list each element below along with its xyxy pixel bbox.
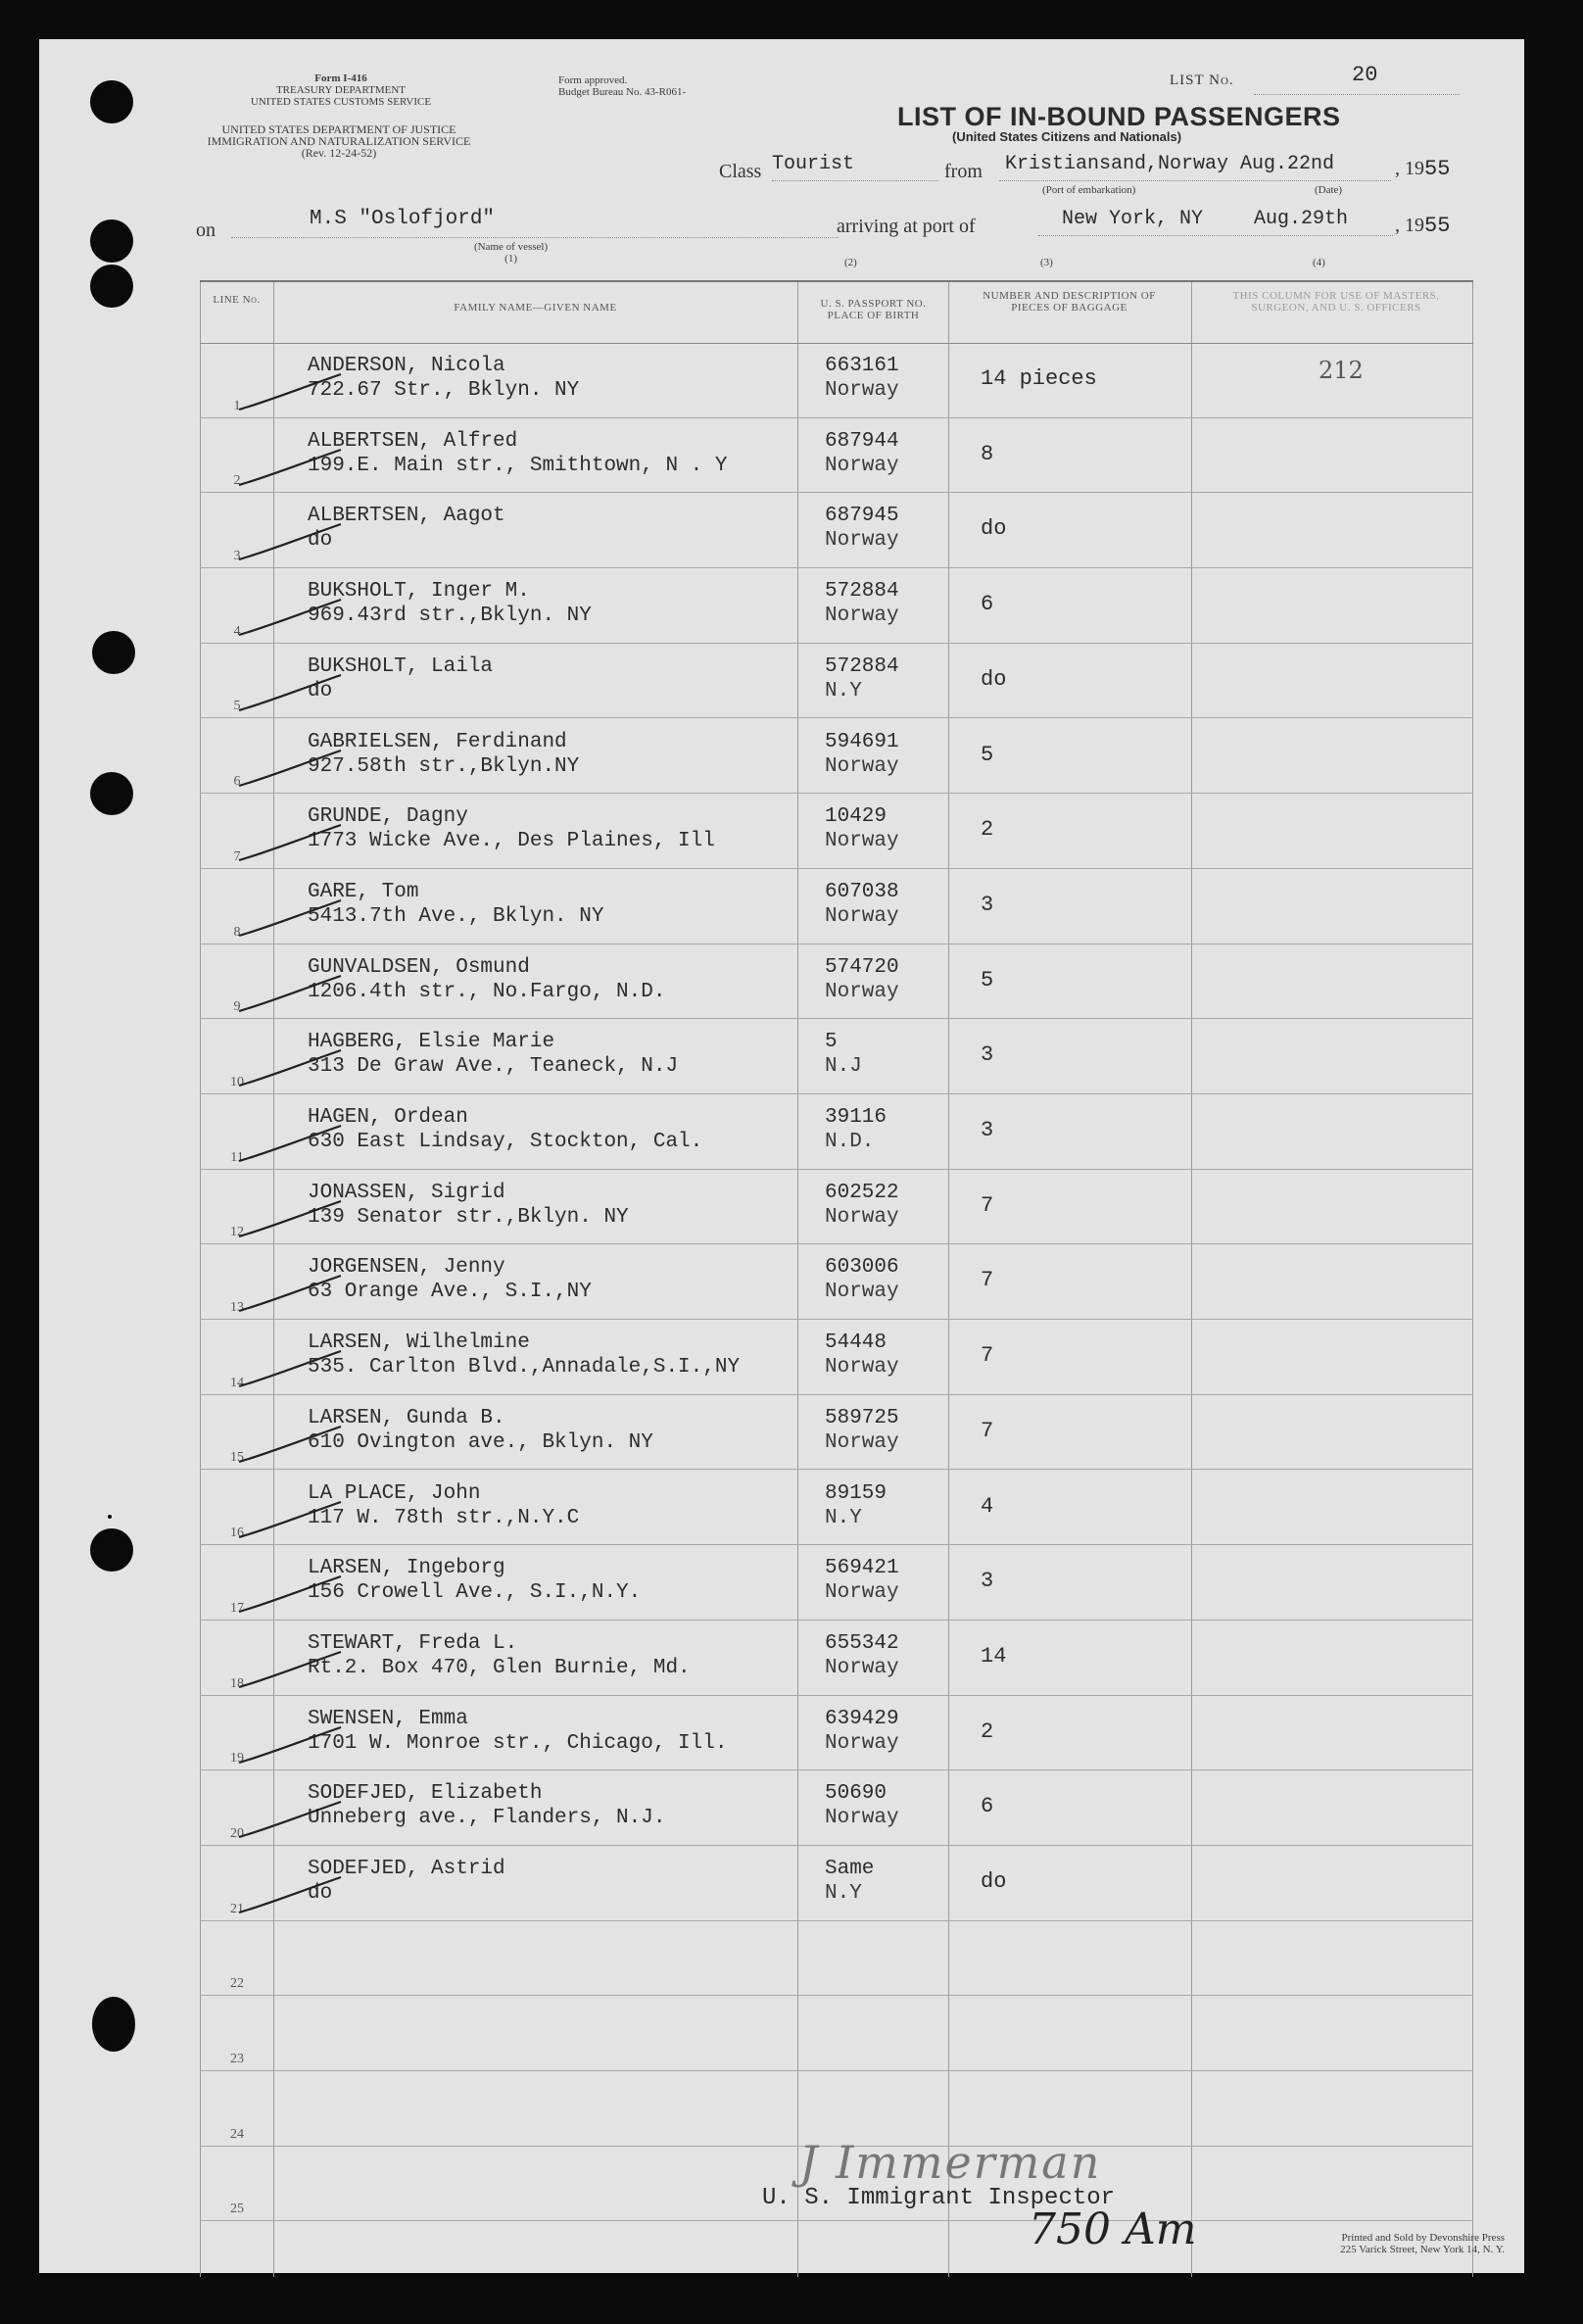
passenger-address: 63 Orange Ave., S.I.,NY [308,1281,592,1304]
passenger-name: SODEFJED, Astrid [308,1858,505,1880]
table-row [200,1094,1473,1170]
passport-number: 5 [825,1031,838,1054]
col2-caption: (2) [844,257,857,268]
header-name: FAMILY NAME—GIVEN NAME [454,302,617,314]
line-number: 8 [233,924,241,940]
check-mark [237,1425,345,1464]
passport-number: 603006 [825,1256,899,1280]
baggage-count: 7 [981,1343,994,1369]
port-embarkation-caption: (Port of embarkation) [1042,184,1136,196]
table-row [200,1921,1473,1997]
line-number: 17 [230,1600,244,1616]
binder-hole [92,1997,135,2052]
baggage-count: 3 [981,1042,994,1068]
baggage-count: do [981,1869,1007,1894]
passport-number: 639429 [825,1707,899,1730]
baggage-count: 4 [981,1493,994,1519]
passenger-address: 610 Ovington ave., Bklyn. NY [308,1430,653,1454]
table-row [200,944,1473,1020]
baggage-count: 3 [981,892,994,917]
class-rule [772,180,938,181]
col1-caption: (1) [504,253,517,265]
justice-dept: UNITED STATES DEPARTMENT OF JUSTICE [221,122,456,136]
passport-number: 574720 [825,955,899,979]
col4-caption: (4) [1313,257,1325,268]
binder-hole [92,631,135,674]
check-mark [237,372,345,412]
line-number: 6 [233,774,241,790]
check-mark [237,1725,345,1765]
place-of-birth: Norway [825,1807,899,1830]
passenger-address: do [308,529,333,553]
passenger-name: JONASSEN, Sigrid [308,1181,505,1204]
form-approved: Form approved. [558,74,628,86]
place-of-birth: Norway [825,1430,899,1454]
passport-number: 572884 [825,654,899,678]
passenger-name: SODEFJED, Elizabeth [308,1782,543,1806]
table-row [200,1244,1473,1320]
table-row [200,1770,1473,1846]
passenger-name: GARE, Tom [308,880,419,903]
passenger-name: BUKSHOLT, Laila [308,654,494,678]
passenger-name: LARSEN, Gunda B. [308,1406,505,1429]
table-row [200,418,1473,494]
handwritten-time: 750 Am [1029,2204,1197,2254]
table-row [200,1019,1473,1094]
baggage-count: 3 [981,1569,994,1594]
passenger-name: STEWART, Freda L. [308,1631,518,1655]
place-of-birth: N.Y [825,1506,862,1529]
line-number: 25 [230,2202,244,2217]
baggage-count: 14 [981,1643,1007,1669]
passenger-name: HAGBERG, Elsie Marie [308,1031,555,1054]
check-mark [237,974,345,1013]
check-mark [237,1800,345,1839]
passenger-name: LA PLACE, John [308,1481,481,1505]
year-prefix-2: , 19 [1395,215,1424,236]
check-mark [237,1349,345,1388]
place-of-birth: N.Y [825,679,862,702]
check-mark [237,1048,345,1088]
inspector-signature: J Immerman [799,2136,1102,2189]
passport-number: 569421 [825,1557,899,1580]
line-number: 7 [233,848,241,864]
passenger-name: GRUNDE, Dagny [308,805,468,829]
passenger-name: GUNVALDSEN, Osmund [308,955,530,979]
row-divider [200,2220,1473,2221]
baggage-count: 2 [981,817,994,843]
passenger-address: 1773 Wicke Ave., Des Plaines, Ill [308,830,715,853]
line-number: 22 [230,1976,244,1992]
place-of-birth: Norway [825,529,899,553]
form-subtitle: (United States Citizens and Nationals) [952,129,1182,144]
col3-caption: (3) [1040,257,1053,268]
passenger-list-form [39,39,1524,2273]
passenger-table [200,280,1473,2277]
vessel-caption: (Name of vessel) [474,241,549,253]
line-number: 15 [230,1450,244,1466]
from-label: from [944,161,983,182]
table-row [200,644,1473,719]
baggage-count: 7 [981,1418,994,1443]
place-of-birth: Norway [825,904,899,928]
check-mark [237,673,345,712]
table-row [200,1320,1473,1395]
place-of-birth: Norway [825,454,899,477]
check-mark [237,1274,345,1313]
passenger-address: 139 Senator str.,Bklyn. NY [308,1205,629,1229]
passenger-address: 199.E. Main str., Smithtown, N . Y [308,454,728,477]
binder-hole [90,1528,133,1572]
line-number: 2 [233,473,241,489]
line-number: 9 [233,999,241,1015]
baggage-count: 8 [981,441,994,466]
line-number: 4 [233,623,241,639]
from-value: Kristiansand,Norway Aug.22nd [1005,153,1335,175]
line-number: 5 [233,699,241,714]
check-mark [237,598,345,637]
check-mark [237,898,345,938]
list-no-rule [1254,94,1460,95]
table-row [200,719,1473,795]
line-number: 21 [230,1901,244,1916]
passenger-name: GABRIELSEN, Ferdinand [308,730,567,753]
budget-bureau: Budget Bureau No. 43-R061- [558,86,687,98]
passenger-address: 722.67 Str., Bklyn. NY [308,379,580,402]
place-of-birth: Norway [825,830,899,853]
table-row [200,1996,1473,2071]
passenger-name: HAGEN, Ordean [308,1106,468,1129]
place-of-birth: N.Y [825,1882,862,1905]
form-number: Form I-416 [314,73,367,84]
line-number: 11 [230,1149,244,1165]
ins-service: IMMIGRATION AND NATURALIZATION SERVICE [207,134,471,148]
place-of-birth: Norway [825,1356,899,1380]
passenger-address: 1206.4th str., No.Fargo, N.D. [308,980,666,1003]
officer-note: 212 [1319,357,1364,384]
passenger-name: LARSEN, Ingeborg [308,1557,505,1580]
check-mark [237,522,345,561]
place-of-birth: N.D. [825,1131,875,1153]
passport-number: 572884 [825,580,899,604]
check-mark [237,1199,345,1238]
check-mark [237,1500,345,1539]
passport-number: 10429 [825,805,887,829]
class-label: Class [719,161,762,182]
on-label: on [196,219,216,241]
class-value: Tourist [772,153,855,175]
baggage-count: 3 [981,1118,994,1142]
list-number: 20 [1352,63,1378,87]
passenger-name: BUKSHOLT, Inger M. [308,580,530,604]
table-row [200,1621,1473,1696]
passenger-address: 156 Crowell Ave., S.I.,N.Y. [308,1581,642,1605]
line-number: 13 [230,1300,244,1316]
check-mark [237,1124,345,1163]
passenger-address: 630 East Lindsay, Stockton, Cal. [308,1131,703,1153]
passenger-name: ALBERTSEN, Aagot [308,505,505,528]
passport-number: 602522 [825,1181,899,1204]
check-mark [237,1574,345,1614]
from-rule [999,180,1391,181]
baggage-count: 7 [981,1192,994,1218]
vessel-rule [231,237,839,238]
year-value: 55 [1424,157,1451,181]
place-of-birth: Norway [825,1656,899,1679]
date-caption: (Date) [1315,184,1343,196]
passport-number: 655342 [825,1631,899,1655]
passenger-address: 1701 W. Monroe str., Chicago, Ill. [308,1731,728,1755]
place-of-birth: Norway [825,1731,899,1755]
year-value-2: 55 [1424,214,1451,238]
line-number: 20 [230,1825,244,1841]
vessel-name: M.S "Oslofjord" [310,208,496,230]
line-number: 23 [230,2052,244,2067]
passenger-address: 117 W. 78th str.,N.Y.C [308,1506,580,1529]
check-mark [237,1650,345,1689]
passenger-address: 313 De Graw Ave., Teaneck, N.J [308,1055,679,1079]
customs-service: UNITED STATES CUSTOMS SERVICE [250,96,432,108]
binder-hole [90,219,133,263]
arrival-date: Aug.29th [1254,208,1349,230]
passport-number: 50690 [825,1782,887,1806]
year-prefix: , 19 [1395,158,1424,179]
passenger-address: do [308,1882,333,1905]
check-mark [237,749,345,788]
table-row [200,1545,1473,1621]
table-row [200,343,1473,418]
baggage-count: do [981,516,1007,542]
header-officers: THIS COLUMN FOR USE OF MASTERS, SURGEON, AND U. S. OFFICERS [1232,290,1440,314]
line-number: 10 [230,1074,244,1089]
passenger-name: LARSEN, Wilhelmine [308,1331,530,1355]
passenger-address: 927.58th str.,Bklyn.NY [308,754,580,778]
passport-number: 594691 [825,730,899,753]
line-number: 12 [230,1225,244,1240]
passport-number: 589725 [825,1406,899,1429]
baggage-count: 6 [981,1794,994,1819]
passenger-address: 535. Carlton Blvd.,Annadale,S.I.,NY [308,1356,741,1380]
arrival-port: New York, NY [1062,208,1204,230]
place-of-birth: Norway [825,1581,899,1605]
form-title: LIST OF IN-BOUND PASSENGERS [897,102,1341,131]
arriving-label: arriving at port of [837,216,976,237]
binder-hole [90,80,133,123]
passport-number: 89159 [825,1481,887,1505]
passenger-address: Unneberg ave., Flanders, N.J. [308,1807,666,1830]
check-mark [237,1875,345,1914]
treasury-dept: TREASURY DEPARTMENT [275,84,407,96]
passenger-name: ANDERSON, Nicola [308,355,505,377]
baggage-count: 2 [981,1719,994,1744]
passport-number: 687944 [825,429,899,453]
check-mark [237,448,345,487]
place-of-birth: Norway [825,1205,899,1229]
passenger-address: Rt.2. Box 470, Glen Burnie, Md. [308,1656,691,1679]
passenger-address: 969.43rd str.,Bklyn. NY [308,605,592,628]
baggage-count: do [981,666,1007,692]
table-row [200,1395,1473,1471]
check-mark [237,823,345,862]
arrival-rule [1038,235,1393,236]
place-of-birth: Norway [825,980,899,1003]
passport-number: 687945 [825,505,899,528]
passenger-address: do [308,679,333,702]
binder-hole [90,772,133,815]
baggage-count: 14 pieces [981,366,1097,391]
header-passport: U. S. PASSPORT NO. PLACE OF BIRTH [820,298,927,321]
baggage-count: 6 [981,592,994,617]
printer-line-2: 225 Varick Street, New York 14, N. Y. [1340,2244,1505,2255]
printer-line-1: Printed and Sold by Devonshire Press [1341,2232,1505,2244]
passenger-name: ALBERTSEN, Alfred [308,429,518,453]
line-number: 18 [230,1675,244,1691]
table-row [200,1846,1473,1921]
table-row [200,1696,1473,1771]
baggage-count: 5 [981,967,994,993]
passenger-address: 5413.7th Ave., Bklyn. NY [308,904,604,928]
line-number: 14 [230,1375,244,1390]
passport-number: 39116 [825,1106,887,1129]
table-row [200,794,1473,869]
place-of-birth: Norway [825,379,899,402]
passport-number: 607038 [825,880,899,903]
line-number: 24 [230,2126,244,2142]
baggage-count: 5 [981,742,994,767]
table-row [200,493,1473,568]
passenger-name: SWENSEN, Emma [308,1707,468,1730]
place-of-birth: Norway [825,605,899,628]
passenger-name: JORGENSEN, Jenny [308,1256,505,1280]
line-number: 16 [230,1525,244,1541]
line-number: 3 [233,549,241,564]
passport-number: 54448 [825,1331,887,1355]
place-of-birth: N.J [825,1055,862,1079]
line-number: 1 [233,398,241,413]
passport-number: 663161 [825,355,899,377]
passport-number: Same [825,1858,875,1880]
header-line-no: LINE No. [213,294,261,306]
place-of-birth: Norway [825,1281,899,1304]
table-row [200,568,1473,644]
line-number: 19 [230,1751,244,1767]
binder-hole [90,265,133,308]
inspector-label: U. S. Immigrant Inspector [762,2185,1116,2211]
table-row [200,869,1473,944]
form-revision: (Rev. 12-24-52) [301,146,377,160]
header-baggage: NUMBER AND DESCRIPTION OF PIECES OF BAGGAGE [983,290,1156,314]
list-no-label: LIST No. [1170,73,1234,88]
baggage-count: 7 [981,1268,994,1293]
table-row [200,1471,1473,1546]
table-row [200,1170,1473,1245]
binder-hole [108,1515,112,1519]
place-of-birth: Norway [825,754,899,778]
